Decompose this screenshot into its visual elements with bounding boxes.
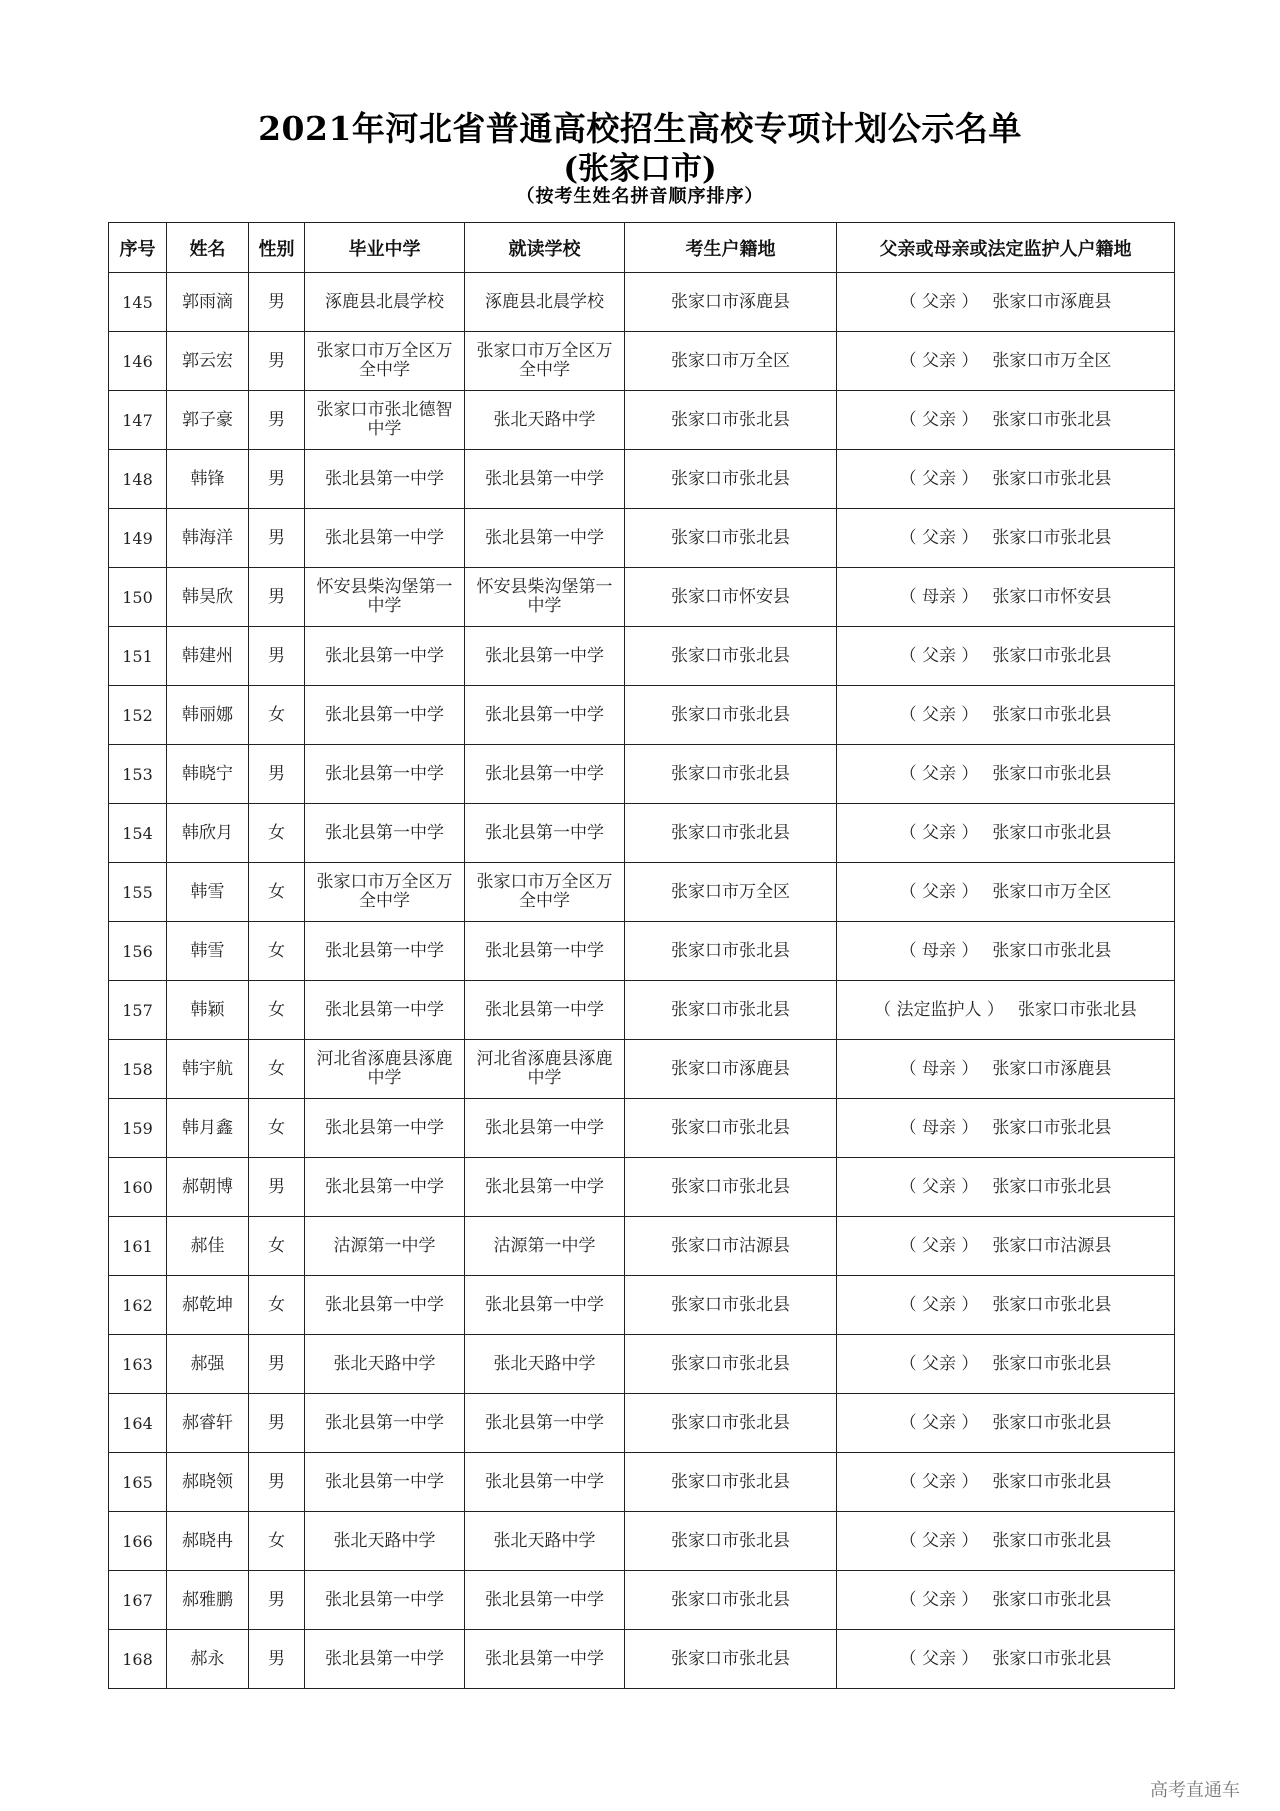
cell-hukou: 张家口市涿鹿县	[625, 273, 837, 332]
guardian-hukou-location: 张家口市张北县	[992, 940, 1112, 961]
cell-current-school: 张北天路中学	[465, 1512, 625, 1571]
guardian-relation: （ 父亲 ）	[899, 645, 979, 666]
guardian-relation: （ 父亲 ）	[899, 1589, 979, 1610]
cell-gender: 女	[249, 1512, 305, 1571]
guardian-hukou-location: 张家口市张北县	[992, 1589, 1112, 1610]
cell-name: 郭雨滴	[167, 273, 249, 332]
cell-name: 韩雪	[167, 922, 249, 981]
cell-hukou: 张家口市张北县	[625, 450, 837, 509]
cell-name: 韩锋	[167, 450, 249, 509]
cell-guardian-hukou	[837, 1335, 1175, 1394]
cell-current-school: 涿鹿县北晨学校	[465, 273, 625, 332]
cell-seq: 145	[109, 273, 167, 332]
table-header	[109, 223, 1175, 273]
guardian-hukou-location: 张家口市张北县	[992, 1412, 1112, 1433]
cell-seq: 152	[109, 686, 167, 745]
cell-hukou: 张家口市张北县	[625, 391, 837, 450]
guardian-relation: （ 父亲 ）	[899, 527, 979, 548]
cell-grad-school: 涿鹿县北晨学校	[305, 273, 465, 332]
guardian-hukou-location: 张家口市张北县	[992, 1176, 1112, 1197]
cell-seq: 151	[109, 627, 167, 686]
cell-guardian-hukou	[837, 450, 1175, 509]
guardian-relation: （ 法定监护人 ）	[874, 999, 1004, 1020]
cell-grad-school: 张家口市张北德智中学	[305, 391, 465, 450]
table-row	[109, 1512, 1175, 1571]
guardian-relation: （ 父亲 ）	[899, 291, 979, 312]
cell-current-school: 张北县第一中学	[465, 804, 625, 863]
cell-gender: 男	[249, 509, 305, 568]
cell-current-school: 张北县第一中学	[465, 686, 625, 745]
cell-name: 郝朝博	[167, 1158, 249, 1217]
cell-name: 郝晓领	[167, 1453, 249, 1512]
cell-gender: 男	[249, 1335, 305, 1394]
guardian-relation: （ 父亲 ）	[899, 1530, 979, 1551]
cell-name: 韩昊欣	[167, 568, 249, 627]
cell-seq: 160	[109, 1158, 167, 1217]
guardian-relation: （ 父亲 ）	[899, 704, 979, 725]
cell-name: 韩月鑫	[167, 1099, 249, 1158]
guardian-hukou-location: 张家口市涿鹿县	[992, 291, 1112, 312]
guardian-relation: （ 母亲 ）	[899, 586, 979, 607]
cell-grad-school: 张北县第一中学	[305, 1099, 465, 1158]
table-row	[109, 450, 1175, 509]
cell-hukou: 张家口市张北县	[625, 745, 837, 804]
table-row	[109, 863, 1175, 922]
cell-gender: 男	[249, 273, 305, 332]
cell-gender: 女	[249, 686, 305, 745]
cell-seq: 163	[109, 1335, 167, 1394]
cell-guardian-hukou	[837, 391, 1175, 450]
table-row	[109, 1335, 1175, 1394]
cell-current-school: 张北县第一中学	[465, 1276, 625, 1335]
guardian-relation: （ 父亲 ）	[899, 1176, 979, 1197]
guardian-hukou-location: 张家口市张北县	[992, 1530, 1112, 1551]
cell-name: 郝睿轩	[167, 1394, 249, 1453]
table-row	[109, 686, 1175, 745]
guardian-hukou-location: 张家口市怀安县	[992, 586, 1112, 607]
table-row	[109, 332, 1175, 391]
cell-current-school: 张北县第一中学	[465, 1571, 625, 1630]
cell-current-school: 张北县第一中学	[465, 1394, 625, 1453]
cell-grad-school: 张北县第一中学	[305, 1453, 465, 1512]
table-row	[109, 1217, 1175, 1276]
table-row	[109, 745, 1175, 804]
cell-hukou: 张家口市张北县	[625, 1335, 837, 1394]
cell-current-school: 张北县第一中学	[465, 450, 625, 509]
cell-name: 郝雅鹏	[167, 1571, 249, 1630]
guardian-hukou-location: 张家口市张北县	[992, 527, 1112, 548]
document-subtitle-city: (张家口市)	[563, 151, 717, 187]
header-guardian-hukou: 父亲或母亲或法定监护人户籍地	[837, 223, 1175, 273]
cell-hukou: 张家口市张北县	[625, 981, 837, 1040]
guardian-hukou-location: 张家口市张北县	[992, 704, 1112, 725]
cell-guardian-hukou	[837, 1099, 1175, 1158]
cell-hukou: 张家口市张北县	[625, 1158, 837, 1217]
cell-seq: 153	[109, 745, 167, 804]
header-gender: 性别	[249, 223, 305, 273]
cell-grad-school: 张北县第一中学	[305, 981, 465, 1040]
cell-gender: 男	[249, 1158, 305, 1217]
cell-guardian-hukou	[837, 1453, 1175, 1512]
cell-gender: 男	[249, 1453, 305, 1512]
cell-guardian-hukou	[837, 509, 1175, 568]
cell-grad-school: 张北县第一中学	[305, 1571, 465, 1630]
cell-guardian-hukou	[837, 332, 1175, 391]
cell-grad-school: 张北县第一中学	[305, 1394, 465, 1453]
header-name: 姓名	[167, 223, 249, 273]
cell-seq: 150	[109, 568, 167, 627]
header-hukou: 考生户籍地	[625, 223, 837, 273]
cell-current-school: 张北县第一中学	[465, 745, 625, 804]
cell-seq: 146	[109, 332, 167, 391]
cell-guardian-hukou	[837, 1040, 1175, 1099]
cell-name: 韩欣月	[167, 804, 249, 863]
cell-current-school: 张北县第一中学	[465, 1630, 625, 1689]
cell-guardian-hukou	[837, 1571, 1175, 1630]
cell-gender: 女	[249, 863, 305, 922]
cell-seq: 148	[109, 450, 167, 509]
cell-hukou: 张家口市万全区	[625, 863, 837, 922]
cell-name: 郭云宏	[167, 332, 249, 391]
cell-seq: 158	[109, 1040, 167, 1099]
cell-grad-school: 张北县第一中学	[305, 509, 465, 568]
cell-hukou: 张家口市万全区	[625, 332, 837, 391]
table-row	[109, 1276, 1175, 1335]
cell-gender: 女	[249, 1040, 305, 1099]
cell-grad-school: 张北县第一中学	[305, 1630, 465, 1689]
table-row	[109, 922, 1175, 981]
table-row	[109, 509, 1175, 568]
cell-gender: 男	[249, 1571, 305, 1630]
cell-guardian-hukou	[837, 1512, 1175, 1571]
cell-seq: 168	[109, 1630, 167, 1689]
cell-current-school: 张北天路中学	[465, 391, 625, 450]
guardian-hukou-location: 张家口市张北县	[992, 645, 1112, 666]
cell-hukou: 张家口市张北县	[625, 1512, 837, 1571]
cell-current-school: 张北县第一中学	[465, 1453, 625, 1512]
cell-name: 韩晓宁	[167, 745, 249, 804]
cell-current-school: 张北县第一中学	[465, 981, 625, 1040]
document-subtitle-sort-note: （按考生姓名拼音顺序排序）	[516, 186, 764, 207]
cell-name: 郝永	[167, 1630, 249, 1689]
cell-gender: 男	[249, 568, 305, 627]
guardian-relation: （ 父亲 ）	[899, 1294, 979, 1315]
cell-grad-school: 张北县第一中学	[305, 1158, 465, 1217]
cell-guardian-hukou	[837, 568, 1175, 627]
document-title: 2021年河北省普通高校招生高校专项计划公示名单	[258, 109, 1022, 148]
guardian-relation: （ 父亲 ）	[899, 822, 979, 843]
cell-current-school: 张家口市万全区万全中学	[465, 332, 625, 391]
cell-guardian-hukou	[837, 981, 1175, 1040]
cell-current-school: 怀安县柴沟堡第一中学	[465, 568, 625, 627]
cell-name: 郝强	[167, 1335, 249, 1394]
guardian-hukou-location: 张家口市张北县	[992, 409, 1112, 430]
table-row	[109, 981, 1175, 1040]
cell-grad-school: 沽源第一中学	[305, 1217, 465, 1276]
guardian-hukou-location: 张家口市张北县	[992, 1648, 1112, 1669]
cell-grad-school: 张北县第一中学	[305, 804, 465, 863]
table-row	[109, 391, 1175, 450]
cell-gender: 男	[249, 450, 305, 509]
cell-current-school: 张北县第一中学	[465, 627, 625, 686]
table-row	[109, 1453, 1175, 1512]
guardian-relation: （ 父亲 ）	[899, 881, 979, 902]
cell-guardian-hukou	[837, 273, 1175, 332]
cell-seq: 157	[109, 981, 167, 1040]
guardian-relation: （ 母亲 ）	[899, 1117, 979, 1138]
table-row	[109, 1630, 1175, 1689]
cell-grad-school: 张北天路中学	[305, 1335, 465, 1394]
header-grad-school: 毕业中学	[305, 223, 465, 273]
roster-table	[108, 222, 1175, 1689]
table-row	[109, 627, 1175, 686]
cell-name: 韩宇航	[167, 1040, 249, 1099]
table-row	[109, 1099, 1175, 1158]
cell-current-school: 张北县第一中学	[465, 1158, 625, 1217]
cell-guardian-hukou	[837, 745, 1175, 804]
cell-grad-school: 张北天路中学	[305, 1512, 465, 1571]
table-row	[109, 273, 1175, 332]
table-row	[109, 1040, 1175, 1099]
guardian-hukou-location: 张家口市张北县	[992, 468, 1112, 489]
cell-guardian-hukou	[837, 1276, 1175, 1335]
header-row	[109, 223, 1175, 273]
cell-guardian-hukou	[837, 1630, 1175, 1689]
guardian-relation: （ 父亲 ）	[899, 1235, 979, 1256]
cell-name: 韩颖	[167, 981, 249, 1040]
cell-grad-school: 张北县第一中学	[305, 1276, 465, 1335]
cell-hukou: 张家口市怀安县	[625, 568, 837, 627]
cell-hukou: 张家口市张北县	[625, 1571, 837, 1630]
cell-current-school: 河北省涿鹿县涿鹿中学	[465, 1040, 625, 1099]
cell-name: 郝晓冉	[167, 1512, 249, 1571]
guardian-hukou-location: 张家口市万全区	[992, 350, 1112, 371]
cell-gender: 女	[249, 981, 305, 1040]
cell-gender: 女	[249, 922, 305, 981]
cell-current-school: 张北县第一中学	[465, 509, 625, 568]
cell-seq: 164	[109, 1394, 167, 1453]
cell-gender: 男	[249, 745, 305, 804]
cell-gender: 男	[249, 1394, 305, 1453]
cell-gender: 女	[249, 1217, 305, 1276]
table-body	[109, 273, 1175, 1689]
guardian-hukou-location: 张家口市万全区	[992, 881, 1112, 902]
guardian-relation: （ 父亲 ）	[899, 409, 979, 430]
cell-guardian-hukou	[837, 863, 1175, 922]
cell-guardian-hukou	[837, 1394, 1175, 1453]
table-row	[109, 1394, 1175, 1453]
cell-gender: 女	[249, 1099, 305, 1158]
cell-seq: 162	[109, 1276, 167, 1335]
cell-guardian-hukou	[837, 686, 1175, 745]
guardian-hukou-location: 张家口市涿鹿县	[992, 1058, 1112, 1079]
guardian-hukou-location: 张家口市张北县	[992, 763, 1112, 784]
cell-name: 郝乾坤	[167, 1276, 249, 1335]
guardian-relation: （ 父亲 ）	[899, 468, 979, 489]
cell-current-school: 张北天路中学	[465, 1335, 625, 1394]
cell-grad-school: 张北县第一中学	[305, 627, 465, 686]
cell-hukou: 张家口市张北县	[625, 1453, 837, 1512]
cell-hukou: 张家口市张北县	[625, 1276, 837, 1335]
cell-hukou: 张家口市张北县	[625, 1394, 837, 1453]
cell-hukou: 张家口市涿鹿县	[625, 1040, 837, 1099]
cell-name: 韩丽娜	[167, 686, 249, 745]
cell-current-school: 张北县第一中学	[465, 922, 625, 981]
guardian-relation: （ 父亲 ）	[899, 1412, 979, 1433]
cell-seq: 166	[109, 1512, 167, 1571]
cell-grad-school: 张北县第一中学	[305, 922, 465, 981]
watermark-text: 高考直通车	[1150, 1780, 1240, 1801]
guardian-hukou-location: 张家口市张北县	[992, 822, 1112, 843]
guardian-hukou-location: 张家口市沽源县	[992, 1235, 1112, 1256]
cell-guardian-hukou	[837, 922, 1175, 981]
cell-grad-school: 张家口市万全区万全中学	[305, 863, 465, 922]
cell-hukou: 张家口市张北县	[625, 686, 837, 745]
cell-seq: 167	[109, 1571, 167, 1630]
guardian-relation: （ 父亲 ）	[899, 1353, 979, 1374]
guardian-hukou-location: 张家口市张北县	[992, 1471, 1112, 1492]
cell-seq: 156	[109, 922, 167, 981]
cell-name: 韩海洋	[167, 509, 249, 568]
cell-seq: 165	[109, 1453, 167, 1512]
cell-current-school: 沽源第一中学	[465, 1217, 625, 1276]
cell-seq: 154	[109, 804, 167, 863]
cell-seq: 159	[109, 1099, 167, 1158]
cell-name: 韩雪	[167, 863, 249, 922]
cell-current-school: 张家口市万全区万全中学	[465, 863, 625, 922]
guardian-relation: （ 父亲 ）	[899, 350, 979, 371]
cell-grad-school: 怀安县柴沟堡第一中学	[305, 568, 465, 627]
guardian-hukou-location: 张家口市张北县	[992, 1294, 1112, 1315]
guardian-hukou-location: 张家口市张北县	[992, 1117, 1112, 1138]
guardian-relation: （ 父亲 ）	[899, 1471, 979, 1492]
cell-seq: 161	[109, 1217, 167, 1276]
guardian-relation: （ 父亲 ）	[899, 1648, 979, 1669]
cell-name: 郝佳	[167, 1217, 249, 1276]
cell-current-school: 张北县第一中学	[465, 1099, 625, 1158]
cell-gender: 男	[249, 627, 305, 686]
table-row	[109, 568, 1175, 627]
guardian-hukou-location: 张家口市张北县	[1017, 999, 1137, 1020]
cell-hukou: 张家口市张北县	[625, 627, 837, 686]
cell-grad-school: 张北县第一中学	[305, 450, 465, 509]
cell-name: 郭子豪	[167, 391, 249, 450]
cell-grad-school: 河北省涿鹿县涿鹿中学	[305, 1040, 465, 1099]
cell-hukou: 张家口市张北县	[625, 1630, 837, 1689]
table-row	[109, 1571, 1175, 1630]
guardian-hukou-location: 张家口市张北县	[992, 1353, 1112, 1374]
cell-seq: 147	[109, 391, 167, 450]
cell-guardian-hukou	[837, 1158, 1175, 1217]
cell-hukou: 张家口市沽源县	[625, 1217, 837, 1276]
cell-gender: 男	[249, 391, 305, 450]
cell-guardian-hukou	[837, 627, 1175, 686]
cell-hukou: 张家口市张北县	[625, 509, 837, 568]
header-seq: 序号	[109, 223, 167, 273]
cell-gender: 男	[249, 332, 305, 391]
cell-hukou: 张家口市张北县	[625, 1099, 837, 1158]
cell-name: 韩建州	[167, 627, 249, 686]
cell-gender: 女	[249, 804, 305, 863]
cell-guardian-hukou	[837, 1217, 1175, 1276]
guardian-relation: （ 母亲 ）	[899, 940, 979, 961]
guardian-relation: （ 母亲 ）	[899, 1058, 979, 1079]
cell-hukou: 张家口市张北县	[625, 922, 837, 981]
guardian-relation: （ 父亲 ）	[899, 763, 979, 784]
cell-grad-school: 张家口市万全区万全中学	[305, 332, 465, 391]
cell-gender: 男	[249, 1630, 305, 1689]
cell-hukou: 张家口市张北县	[625, 804, 837, 863]
cell-guardian-hukou	[837, 804, 1175, 863]
cell-grad-school: 张北县第一中学	[305, 745, 465, 804]
cell-seq: 149	[109, 509, 167, 568]
cell-gender: 女	[249, 1276, 305, 1335]
header-current-school: 就读学校	[465, 223, 625, 273]
cell-grad-school: 张北县第一中学	[305, 686, 465, 745]
table-row	[109, 1158, 1175, 1217]
table-row	[109, 804, 1175, 863]
cell-seq: 155	[109, 863, 167, 922]
